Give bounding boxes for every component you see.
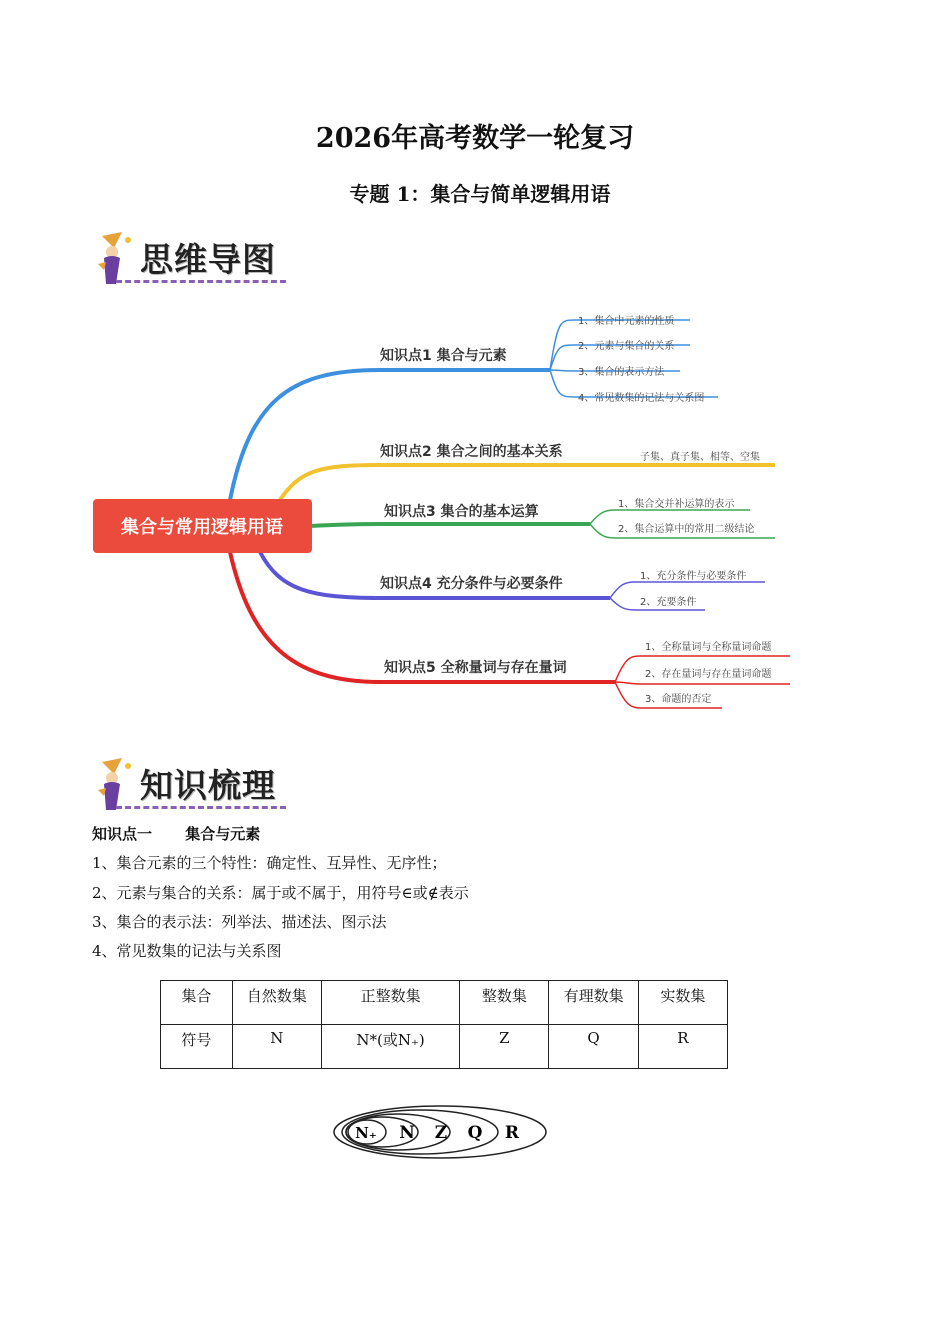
table-cell: N*(或N₊) [321, 1025, 459, 1069]
branch-label-3: 知识点3 集合的基本运算 [384, 504, 539, 520]
branch-label-1: 知识点1 集合与元素 [380, 348, 507, 364]
text-line: 1、集合元素的三个特性：确定性、互异性、无序性； [92, 854, 447, 872]
section-title: 集合与元素 [185, 825, 261, 843]
table-row [161, 1025, 728, 1069]
table-header-cell: 有理数集 [549, 981, 638, 1025]
leaf-label: 1、全称量词与全称量词命题 [645, 642, 772, 653]
venn-label-z: Z [434, 1123, 448, 1143]
mindmap-banner [88, 228, 298, 298]
venn-label-n: N [399, 1123, 415, 1143]
leaf-label: 子集、真子集、相等、空集 [640, 452, 760, 463]
table-cell: Q [549, 1025, 638, 1069]
venn-label-q: Q [467, 1123, 483, 1143]
banner-divider [116, 806, 286, 809]
leaf-label: 3、集合的表示方法 [578, 367, 665, 378]
table-cell: N [232, 1025, 321, 1069]
table-cell: R [638, 1025, 727, 1069]
wizard-icon [88, 228, 140, 294]
table-header-cell: 集合 [161, 981, 233, 1025]
table-header-cell: 整数集 [460, 981, 549, 1025]
venn-label-nplus: N₊ [355, 1124, 377, 1142]
table-header-cell: 实数集 [638, 981, 727, 1025]
leaf-label: 2、集合运算中的常用二级结论 [618, 524, 755, 535]
leaf-label: 2、充要条件 [640, 597, 697, 608]
knowledge-banner-title: 知识梳理 [140, 766, 276, 805]
leaf-label: 1、集合交并补运算的表示 [618, 499, 735, 510]
text-line: 2、元素与集合的关系：属于或不属于，用符号∈或∉表示 [92, 884, 469, 902]
knowledge-banner [88, 754, 298, 824]
branch-label-5: 知识点5 全称量词与存在量词 [384, 660, 567, 676]
number-sets-table [160, 980, 728, 1069]
text-line: 4、常见数集的记法与关系图 [92, 942, 282, 960]
number-sets-venn-diagram [330, 1100, 550, 1170]
wizard-icon [88, 754, 140, 820]
table-header-cell: 自然数集 [232, 981, 321, 1025]
section-heading [92, 823, 260, 844]
branch-label-2: 知识点2 集合之间的基本关系 [380, 444, 563, 460]
mindmap [0, 300, 950, 730]
banner-divider [116, 280, 286, 283]
leaf-label: 1、充分条件与必要条件 [640, 571, 747, 582]
mindmap-banner-title: 思维导图 [140, 240, 276, 279]
table-cell: Z [460, 1025, 549, 1069]
table-header-row [161, 981, 728, 1025]
branch-label-4: 知识点4 充分条件与必要条件 [380, 576, 563, 592]
leaf-label: 2、存在量词与存在量词命题 [645, 669, 772, 680]
mindmap-root-label: 集合与常用逻辑用语 [121, 517, 283, 538]
page-title: 2026年高考数学一轮复习 [315, 123, 635, 154]
page-subtitle: 专题 1：集合与简单逻辑用语 [349, 182, 611, 206]
table-cell: 符号 [161, 1025, 233, 1069]
venn-label-r: R [504, 1123, 520, 1143]
leaf-label: 2、元素与集合的关系 [578, 341, 675, 352]
text-line: 3、集合的表示法：列举法、描述法、图示法 [92, 913, 387, 931]
leaf-label: 1、集合中元素的性质 [578, 316, 675, 327]
table-header-cell: 正整数集 [321, 981, 459, 1025]
leaf-label: 4、常见数集的记法与关系图 [578, 393, 705, 404]
leaf-label: 3、命题的否定 [645, 694, 712, 705]
section-number: 知识点一 [92, 825, 153, 843]
